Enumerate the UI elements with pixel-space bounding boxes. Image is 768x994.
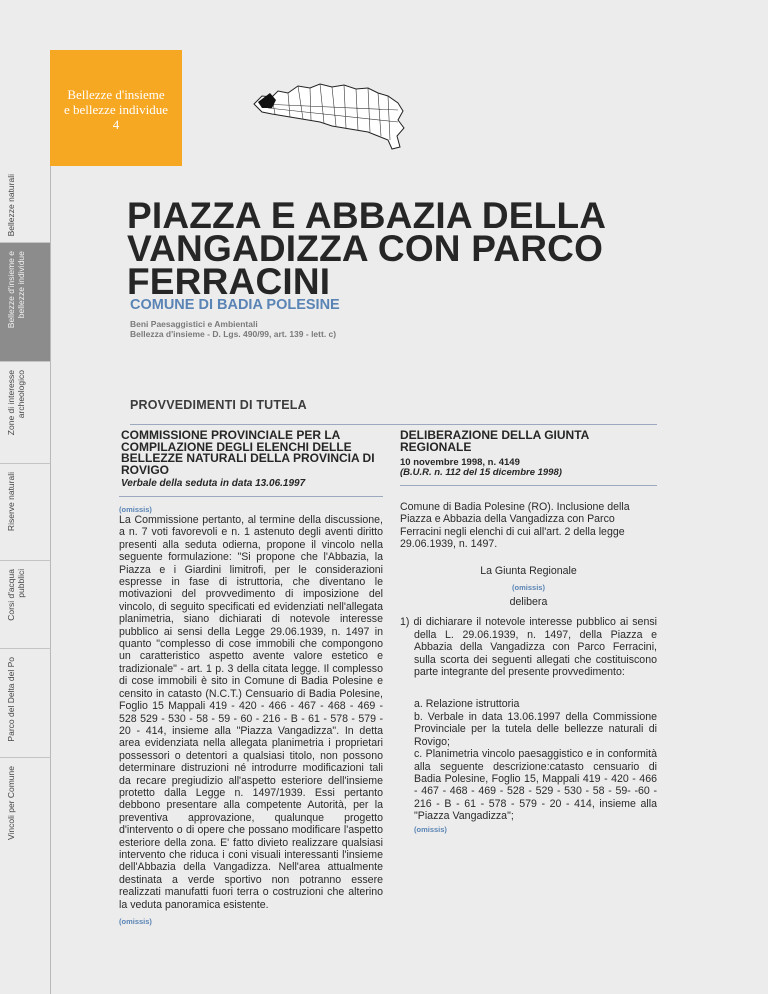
tab-corsi-acqua[interactable] [0, 561, 51, 649]
resolution-date: 10 novembre 1998, n. 4149 [400, 457, 520, 468]
tab-label: Corsi d'acqua pubblici [6, 569, 26, 621]
tab-vincoli-comune[interactable] [0, 758, 51, 994]
tab-zone-archeologiche[interactable] [0, 362, 51, 464]
tab-label: Vincoli per Comune [6, 766, 16, 841]
section-badge-line1: Bellezze d'insieme [67, 87, 165, 102]
delibera-label: delibera [509, 596, 548, 609]
tab-label: Bellezze d'insieme e bellezze individue [6, 251, 26, 329]
resolution-heading: DELIBERAZIONE DELLA GIUNTA REGIONALE [400, 428, 589, 454]
divider [400, 485, 657, 486]
tab-riserve-naturali[interactable] [0, 464, 51, 561]
section-badge-line2: e bellezze individue [64, 102, 168, 117]
commission-heading: COMMISSIONE PROVINCIALE PER LA COMPILAZIONE DEGLI ELENCHI DELLE BELLEZZE NATURALI DELLA PROVINCIA DI ROVIGO [121, 428, 375, 477]
tab-label: Zone di interesse archeologico [6, 370, 26, 436]
attachment-item: b. Verbale in data 13.06.1997 della Commissione Provinciale per la tutela delle bellezze naturali di Rovigo; [414, 710, 657, 748]
tab-parco-delta-po[interactable] [0, 649, 51, 758]
meta-line: Beni Paesaggistici e Ambientali [130, 319, 258, 329]
tab-label: Riserve naturali [6, 472, 16, 532]
resolution-intro: Comune di Badia Polesine (RO). Inclusione della Piazza e Abbazia della Vangadizza con Parco Ferracini negli elenchi di cui all'art. 2 della legge 29.06.1939, n. 1497. [400, 501, 630, 551]
meta-line: Bellezza d'insieme - D. Lgs. 490/99, art. 139 - lett. c) [130, 329, 337, 339]
province-map-icon [248, 76, 406, 152]
divider [130, 424, 657, 425]
section-heading: PROVVEDIMENTI DI TUTELA [130, 398, 307, 412]
tab-bellezze-naturali[interactable] [0, 166, 51, 243]
omissis-marker: (omissis) [119, 505, 152, 514]
section-badge [50, 50, 182, 166]
section-badge-number: 4 [112, 117, 120, 132]
tab-label: Parco del Delta del Po [6, 657, 16, 742]
commission-column [119, 430, 383, 929]
side-tab-strip [0, 166, 50, 994]
attachment-item: c. Planimetria vincolo paesaggistico e in conformità alla seguente descrizione:catasto censuario di Badia Polesine, Foglio 15, Mappali 419 - 420 - 466 - 467 - 468 - 469 - 528 - 529 - 530 - 58 - 59- -60 - 216 - B - 61 - 578 - 579 - 20 - 414, insieme alla "Piazza Vangadizza"; [414, 748, 657, 823]
commission-subheading: Verbale della seduta in data 13.06.1997 [121, 478, 306, 489]
resolution-column [400, 430, 657, 836]
bur-reference: (B.U.R. n. 112 del 15 dicembre 1998) [400, 467, 562, 478]
divider [119, 496, 383, 497]
commission-body: La Commissione pertanto, al termine della discussione, a n. 7 voti favorevoli e n. 1 astenuto degli aventi diritto presenti alla seduta odierna, propone il vincolo nella seguente formulazione: "Si propone che l'Abbazia, la Piazza e i Giardini limitrofi, per le considerazioni espresse in fase di istruttoria, che diventano le motivazioni del provvedimento di imposizione del vincolo, di seguito specificati ed evidenziati nell'allegata planimetria, siano dichiarati di notevole interesse pubblico ai sensi della Legge 29.06.1939, n. 1497 in quanto "complesso di cose immobili che compongono un caratteristico aspetto avente valore estetico e tradizionale" - art. 1 p. 3 della citata legge. Il complesso di cose immobili è sito in Comune di Badia Polesine e censito in catasto (N.C.T.) Censuario di Badia Polesine, Foglio 15 Mappali 419 - 420 - 466 - 467 - 468 - 469 - 528 529 - 530 - 58 - 59 - 60 - 216 - B - 61 - 578 - 579 - 20 - 414, insieme alla "Piazza Vangadizza". In detta area evidenziata nella allegata planimetria i proprietari possessori o detentori a qualsiasi titolo, non possono determinare distruzioni né introdurre modificazioni tali da recare pregiudizio all'aspetto esteriore dell'insieme protetto dalla Legge n. 1497/1939. Essi pertanto debbono presentare alla competente Autorità, per la preventiva approvazione, qualunque progetto d'intervento o di opere che possano modificare l'aspetto esteriore della zona. E' fatto divieto realizzare qualsiasi intervento che riduca i coni visuali interessanti l'insieme dell'Abbazia della Vangadizza. Nell'area attualmente destinata a verde sportivo non potranno essere realizzati manufatti fuori terra o costruzioni che alterino la veduta panoramica esistente. [119, 514, 383, 911]
attachment-item: a. Relazione istruttoria [414, 698, 520, 711]
giunta-label: La Giunta Regionale [480, 564, 577, 577]
page-title: PIAZZA E ABBAZIA DELLA VANGADIZZA CON PARCO FERRACINI [127, 195, 605, 302]
tab-bellezze-insieme[interactable] [0, 243, 51, 362]
omissis-marker: (omissis) [512, 583, 545, 593]
legal-reference [130, 319, 336, 339]
resolution-point: 1) di dichiarare il notevole interesse pubblico ai sensi della L. 29.06.1939, n. 1497, della Piazza e Abbazia della Vangadizza con Parco Ferracini, sulla scorta dei seguenti allegati che costituiscono parte integrante del presente provvedimento: [400, 616, 657, 679]
omissis-marker: (omissis) [414, 824, 447, 834]
omissis-marker: (omissis) [119, 917, 152, 926]
tab-label: Bellezze naturali [6, 174, 16, 237]
comune-subtitle: COMUNE DI BADIA POLESINE [130, 297, 340, 313]
attachments-list [400, 698, 657, 835]
